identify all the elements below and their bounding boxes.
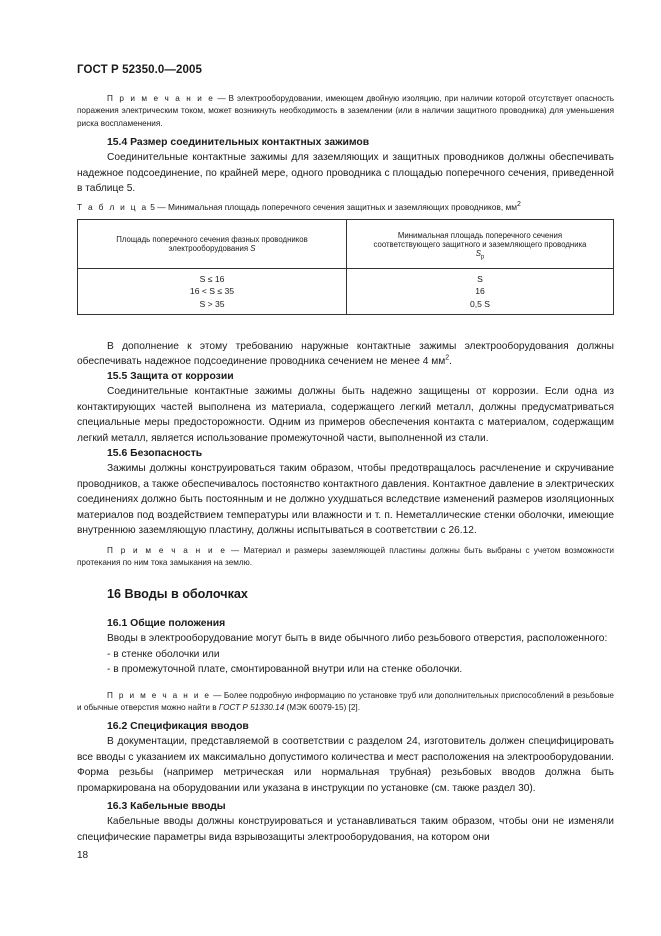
section-16 bbox=[77, 586, 614, 602]
heading-15-5: 15.5 Защита от коррозии bbox=[107, 371, 234, 382]
note-label: П р и м е ч а н и е bbox=[107, 691, 211, 700]
paragraph-16-1: Вводы в электрооборудование могут быть в виде обычного либо резьбового отверстия, расположенного: bbox=[107, 633, 608, 645]
col1-header bbox=[78, 220, 347, 269]
caption-sup: 2 bbox=[517, 201, 521, 209]
heading-16-2: 16.2 Спецификация вводов bbox=[107, 721, 249, 732]
list-item: - в промежуточной плате, смонтированной внутри или на стенке оболочки. bbox=[107, 664, 463, 676]
paragraph-16-2: В документации, представляемой в соответствии с разделом 24, изготовитель должен специфицировать все вводы с указанием их максимально допустимого количества и мест расположения на электрооборудовании. Форма резьбы (например метрическая или нормальная трубная) резьбовых вводов должна быть промаркирована на оборудовании или указана в инструкции по установке (см. также раздел 30). bbox=[77, 736, 614, 794]
note-label: П р и м е ч а н и е bbox=[107, 546, 227, 555]
table-body-row bbox=[78, 269, 614, 315]
heading-15-4: 15.4 Размер соединительных контактных зажимов bbox=[107, 137, 370, 148]
paragraph-after-table bbox=[77, 339, 614, 370]
note-text: — Более подробную информацию по установке труб или дополнительных приспособлений в резьбовые и обычные отверстия можно найти в bbox=[77, 691, 614, 713]
heading-16-1: 16.1 Общие положения bbox=[107, 618, 226, 629]
table-header-row bbox=[78, 220, 614, 269]
list-item: - в стенке оболочки или bbox=[107, 648, 220, 660]
table-cell: S bbox=[477, 273, 483, 284]
section-16-3 bbox=[77, 799, 614, 845]
paragraph-15-4: Соединительные контактные зажимы для заземляющих и защитных проводников должны обеспечивать надежное подсоединение, по крайней мере, одного проводника с площадью поперечного сечения, приведенной в таблице 5. bbox=[77, 152, 614, 195]
paragraph-16-3: Кабельные вводы должны конструироваться и устанавливаться таким образом, чтобы они не изменяли специфические параметры вида взрывозащиты электрооборудования, на котором они bbox=[77, 816, 614, 843]
table-cell: 16 < S ≤ 35 bbox=[189, 286, 235, 297]
paragraph-sup: 2 bbox=[445, 355, 450, 363]
section-15-5 bbox=[77, 369, 614, 446]
heading-16: 16 Вводы в оболочках bbox=[107, 587, 248, 601]
section-15-6 bbox=[77, 446, 614, 538]
paragraph-tail: . bbox=[449, 356, 452, 368]
page-number: 18 bbox=[77, 850, 89, 861]
col1-header-line1: Площадь поперечного сечения фазных проводников bbox=[116, 235, 308, 244]
col2-header bbox=[347, 220, 614, 269]
heading-16-3: 16.3 Кабельные вводы bbox=[107, 801, 226, 812]
caption-text: 5 — Минимальная площадь поперечного сечения защитных и заземляющих проводников, мм bbox=[150, 202, 518, 212]
col1-header-line2: электрооборудования bbox=[168, 244, 249, 253]
note-reference: ГОСТ Р 51330.14 bbox=[218, 703, 285, 713]
note-text: — В электрооборудовании, имеющем двойную изоляцию, при наличии которой отсутствует опасность поражения электрическим током, может возникнуть необходимость в заземлении (или в наличии защитного проводника) для уменьшения риска воспламенения. bbox=[77, 94, 614, 128]
document-header: ГОСТ Р 52350.0—2005 bbox=[77, 64, 202, 76]
caption-label: Т а б л и ц а bbox=[77, 202, 148, 212]
col1-values bbox=[78, 269, 347, 315]
col2-header-line2: соответствующего защитного и заземляющего проводника bbox=[373, 239, 587, 249]
paragraph-15-6: Зажимы должны конструироваться таким образом, чтобы предотвращалось расчленение и скручивание проводников, а также обеспечивалось постоянство контактного давления. Контактное давление в электрических соединениях должно быть постоянным и не должно ухудшаться вследствие изменений размеров изоляционных материалов под воздействием температуры или влажности и т. п. Неметаллические стенки оболочки, имеющие внутреннюю заземляющую пластину, должны испытываться в соответствии с 26.12. bbox=[77, 463, 614, 537]
table-cell: S ≤ 16 bbox=[199, 273, 225, 284]
heading-15-6: 15.6 Безопасность bbox=[107, 448, 203, 459]
section-16-1 bbox=[77, 616, 614, 678]
note-installation bbox=[77, 690, 614, 715]
col2-header-line1: Минимальная площадь поперечного сечения bbox=[397, 230, 563, 240]
note-grounding-plate bbox=[77, 545, 614, 570]
col2-values bbox=[347, 269, 614, 315]
table-cell: S > 35 bbox=[199, 298, 225, 309]
paragraph-15-5: Соединительные контактные зажимы должны быть надежно защищены от коррозии. Если одна из контактирующих частей выполнена из материала, содержащего легкий металл, должны предусматриваться специальные меры предосторожности. Одним из примеров обеспечения контакта с материалом, содержащим легкий металл, является использование промежуточной части, выполненной из стали. bbox=[77, 386, 614, 444]
note-text: — Материал и размеры заземляющей пластины должны быть выбраны с учетом возможности протекания по ним тока замыкания на землю. bbox=[77, 546, 614, 568]
table-5 bbox=[77, 219, 614, 315]
section-15-4 bbox=[77, 135, 614, 197]
note-double-insulation bbox=[77, 93, 614, 130]
note-label: П р и м е ч а н и е bbox=[107, 94, 215, 103]
table-cell: 16 bbox=[475, 286, 485, 297]
paragraph-text: В дополнение к этому требованию наружные контактные зажимы электрооборудования должны обеспечивать надежное подсоединение проводника сечением не менее 4 мм bbox=[77, 341, 614, 368]
col2-header-var: S bbox=[475, 248, 481, 258]
table-5-caption bbox=[77, 201, 614, 213]
col1-header-var: S bbox=[250, 244, 256, 253]
col2-header-sub: p bbox=[480, 254, 485, 261]
table-cell: 0,5 S bbox=[469, 298, 491, 309]
section-16-2 bbox=[77, 719, 614, 796]
note-text-tail: (МЭК 60079-15) [2]. bbox=[284, 703, 360, 713]
